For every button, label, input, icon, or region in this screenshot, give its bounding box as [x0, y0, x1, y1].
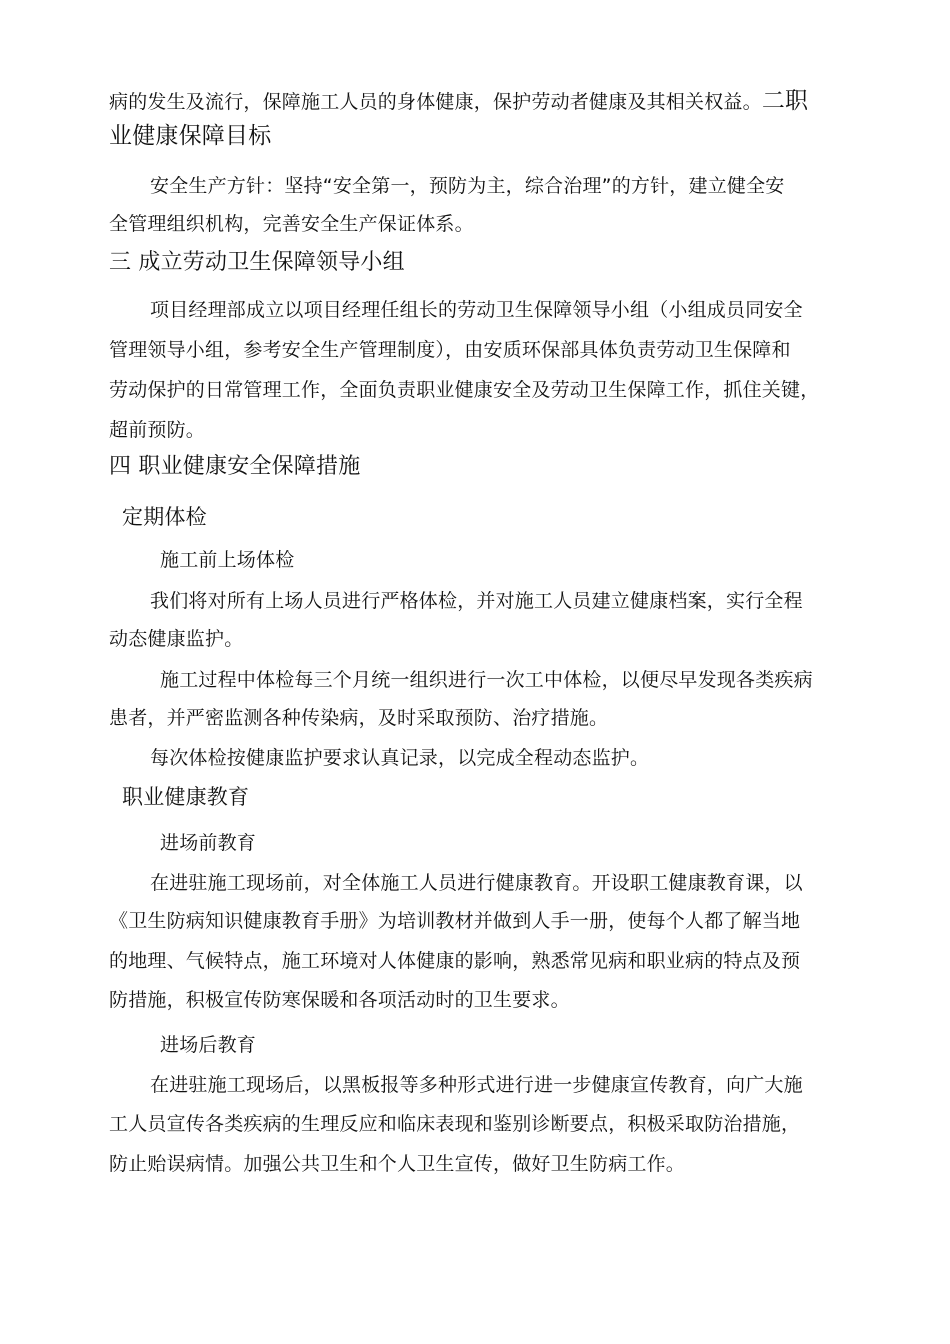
intro-line-1: [109, 86, 808, 116]
education-item1-title: 进场前教育: [160, 832, 257, 854]
checkup-item2-line-2: 患者，并严密监测各种传染病，及时采取预防、治疗措施。: [109, 707, 609, 729]
checkup-item3-line: 每次体检按健康监护要求认真记录，以完成全程动态监护。: [150, 747, 650, 769]
education-item1-line-4: 防措施，积极宣传防寒保暖和各项活动时的卫生要求。: [109, 989, 570, 1011]
education-item2-line-2: 工人员宣传各类疾病的生理反应和临床表现和鉴别诊断要点，积极采取防治措施，: [109, 1113, 801, 1135]
education-item1-line-3: 的地理、气候特点，施工环境对人体健康的影响，熟悉常见病和职业病的特点及预: [109, 950, 801, 972]
section3-line-4: 超前预防。: [109, 419, 206, 441]
education-item2-line-3: 防止贻误病情。加强公共卫生和个人卫生宣传，做好卫生防病工作。: [109, 1153, 686, 1175]
education-item1-line-2: 《卫生防病知识健康教育手册》为培训教材并做到人手一册，使每个人都了解当地: [109, 910, 801, 932]
checkup-item2-line-1: 施工过程中体检每三个月统一组织进行一次工中体检，以便尽早发现各类疾病: [160, 669, 813, 691]
education-item2-title: 进场后教育: [160, 1034, 257, 1056]
section2-heading-part2: 业健康保障目标: [109, 123, 272, 149]
education-item1-line-1: 在进驻施工现场前，对全体施工人员进行健康教育。开设职工健康教育课，以: [150, 872, 803, 894]
checkup-item1-line-2: 动态健康监护。: [109, 628, 244, 650]
section3-heading: 三 成立劳动卫生保障领导小组: [109, 250, 405, 275]
section3-line-3: 劳动保护的日常管理工作，全面负责职业健康安全及劳动卫生保障工作，抓住关键，: [109, 379, 820, 401]
section3-line-1: 项目经理部成立以项目经理任组长的劳动卫生保障领导小组（小组成员同安全: [150, 299, 803, 321]
goal-line-2: 全管理组织机构，完善安全生产保证体系。: [109, 213, 474, 235]
subsection-education-heading: 职业健康教育: [122, 785, 250, 809]
checkup-item1-title: 施工前上场体检: [160, 549, 295, 571]
checkup-item1-line-1: 我们将对所有上场人员进行严格体检，并对施工人员建立健康档案，实行全程: [150, 590, 803, 612]
section3-line-2: 管理领导小组，参考安全生产管理制度），由安质环保部具体负责劳动卫生保障和: [109, 339, 791, 361]
subsection-checkup-heading: 定期体检: [122, 505, 207, 529]
section4-heading: 四 职业健康安全保障措施: [109, 454, 361, 479]
section2-heading-part1: 二职: [761, 88, 809, 114]
education-item2-line-1: 在进驻施工现场后，以黑板报等多种形式进行进一步健康宣传教育，向广大施: [150, 1074, 803, 1096]
goal-line-1: 安全生产方针：坚持“安全第一，预防为主，综合治理”的方针，建立健全安: [150, 175, 785, 197]
intro-text: 病的发生及流行，保障施工人员的身体健康，保护劳动者健康及其相关权益。: [109, 91, 762, 113]
